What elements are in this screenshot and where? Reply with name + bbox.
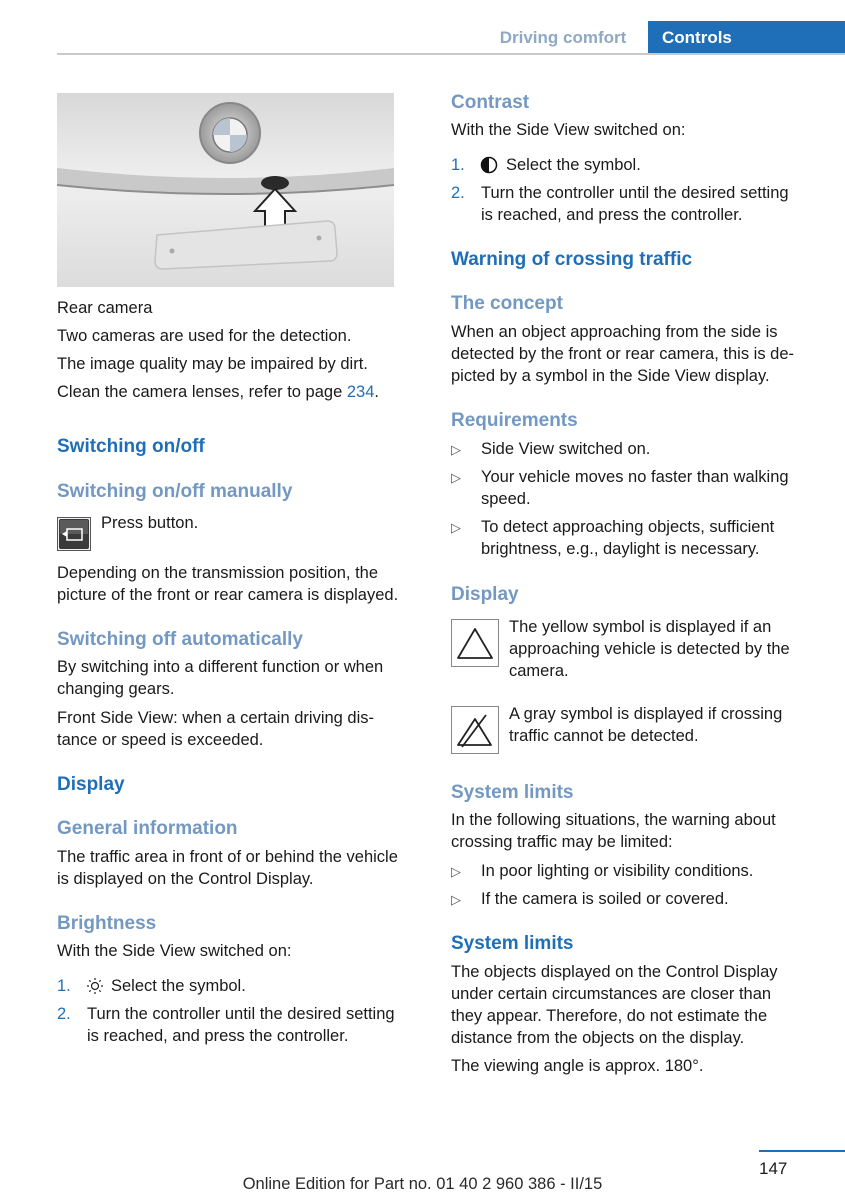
contrast-intro: With the Side View switched on: — [451, 121, 686, 139]
step-text: Select the symbol. — [506, 156, 641, 174]
list-item: To detect approaching objects, sufficient — [481, 518, 775, 536]
list-item: brightness, e.g., daylight is necessary. — [481, 540, 760, 558]
objects-line-3: they appear. Therefore, do not estimate the — [451, 1007, 768, 1025]
header-chapter-tab: Controls — [648, 21, 845, 55]
concept-line-1: When an object approaching from the side is — [451, 323, 778, 341]
rear-camera-photo — [57, 93, 394, 287]
paragraph-clean — [57, 381, 379, 403]
sun-icon — [86, 977, 104, 1000]
requirements-list — [451, 438, 823, 562]
heading-contrast: Contrast — [451, 92, 530, 113]
bullet-icon: ▷ — [451, 442, 461, 457]
bullet-icon: ▷ — [451, 864, 461, 879]
concept-line-3: picted by a symbol in the Side View display. — [451, 367, 770, 385]
limits-list — [451, 860, 823, 910]
step-text: is reached, and press the controller. — [87, 1027, 349, 1045]
limits-line-2: crossing traffic may be limited: — [451, 833, 673, 851]
front-line-1: Front Side View: when a certain driving dis‐ — [57, 709, 375, 727]
auto-line-1: By switching into a different function or when — [57, 658, 384, 676]
objects-line-2: under certain circumstances are closer than — [451, 985, 772, 1003]
list-item: In poor lighting or visibility conditions. — [481, 862, 754, 880]
heading-system-limits-2: System limits — [451, 933, 574, 954]
heading-the-concept: The concept — [451, 293, 563, 314]
concept-line-2: detected by the front or rear camera, this is de‐ — [451, 345, 794, 363]
list-item: If the camera is soiled or covered. — [481, 890, 729, 908]
depending-line-2: picture of the front or rear camera is displayed. — [57, 586, 399, 604]
yellow-line-3: camera. — [509, 662, 569, 680]
header-rule — [57, 53, 845, 55]
heading-warning-crossing-traffic: Warning of crossing traffic — [451, 249, 693, 270]
crossed-warning-icon — [451, 706, 499, 754]
heading-display-right: Display — [451, 584, 519, 605]
general-line-1: The traffic area in front of or behind the vehicle — [57, 848, 398, 866]
clean-period: . — [374, 383, 379, 401]
paragraph-dirt: The image quality may be impaired by dirt. — [57, 355, 368, 373]
page-link-234[interactable]: 234 — [346, 383, 375, 401]
page-number: 147 — [759, 1159, 788, 1178]
step-text: Turn the controller until the desired setting — [481, 184, 789, 202]
heading-switching-on-off: Switching on/off — [57, 436, 205, 457]
heading-general-information: General information — [57, 818, 238, 839]
auto-line-2: changing gears. — [57, 680, 175, 698]
bullet-icon: ▷ — [451, 520, 461, 535]
heading-switching-off-automatically: Switching off automatically — [57, 629, 303, 650]
step-number: 2. — [57, 1005, 71, 1023]
contrast-steps — [451, 154, 823, 226]
gray-line-1: A gray symbol is displayed if crossing — [509, 705, 783, 723]
objects-line-4: distance from the objects on the display. — [451, 1029, 745, 1047]
yellow-line-1: The yellow symbol is displayed if an — [509, 618, 772, 636]
contrast-icon — [480, 156, 498, 179]
paragraph-cameras: Two cameras are used for the detection. — [57, 327, 352, 345]
general-line-2: is displayed on the Control Display. — [57, 870, 314, 888]
edition-footer: Online Edition for Part no. 01 40 2 960 386 - II/15 — [242, 1175, 603, 1193]
depending-line-1: Depending on the transmission position, the — [57, 564, 379, 582]
list-item: Your vehicle moves no faster than walking — [481, 468, 789, 486]
header-section: Driving comfort — [499, 28, 627, 47]
gray-line-2: traffic cannot be detected. — [509, 727, 699, 745]
yellow-line-2: approaching vehicle is detected by the — [509, 640, 790, 658]
step-text: Select the symbol. — [111, 977, 246, 995]
front-line-2: tance or speed is exceeded. — [57, 731, 264, 749]
heading-display: Display — [57, 774, 125, 795]
step-number: 1. — [57, 977, 71, 995]
brightness-intro: With the Side View switched on: — [57, 942, 292, 960]
viewing-angle: The viewing angle is approx. 180°. — [451, 1057, 704, 1075]
photo-caption: Rear camera — [57, 299, 153, 317]
brightness-steps — [57, 975, 427, 1045]
step-text: is reached, and press the controller. — [481, 206, 743, 224]
step-text: Turn the controller until the desired setting — [87, 1005, 395, 1023]
heading-requirements: Requirements — [451, 410, 578, 431]
heading-system-limits-1: System limits — [451, 782, 574, 803]
page-number-rule — [759, 1150, 845, 1152]
list-item: speed. — [481, 490, 531, 508]
warning-triangle-icon — [451, 619, 499, 667]
step-number: 2. — [451, 184, 465, 202]
limits-line-1: In the following situations, the warning about — [451, 811, 776, 829]
camera-button-icon — [57, 517, 91, 551]
heading-switching-manually: Switching on/off manually — [57, 481, 293, 502]
bullet-icon: ▷ — [451, 470, 461, 485]
list-item: Side View switched on. — [481, 440, 651, 458]
step-number: 1. — [451, 156, 465, 174]
bullet-icon: ▷ — [451, 892, 461, 907]
clean-text: Clean the camera lenses, refer to page — [57, 383, 347, 401]
objects-line-1: The objects displayed on the Control Display — [451, 963, 778, 981]
heading-brightness: Brightness — [57, 913, 157, 934]
press-button-text: Press button. — [101, 514, 199, 532]
